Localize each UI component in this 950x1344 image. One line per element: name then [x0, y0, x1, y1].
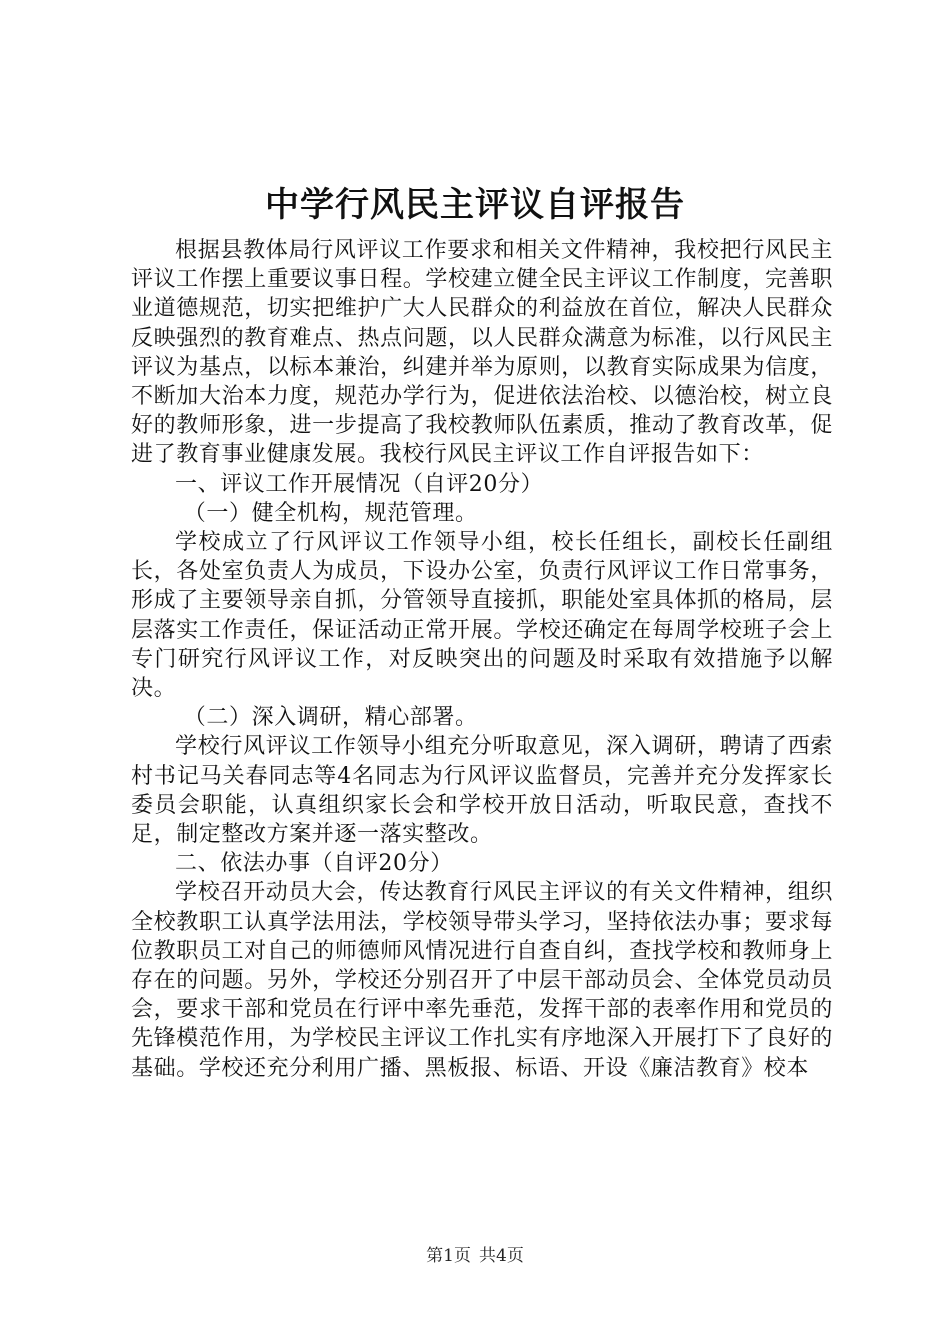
page-number: 第1页 [426, 1246, 471, 1266]
subsection-heading-2: （二）深入调研，精心部署。 [183, 705, 478, 731]
body-paragraph-2: 学校行风评议工作领导小组充分听取意见，深入调研，聘请了西索村书记马关春同志等4名同志为行风评议监督员，完善并充分发挥家长委员会职能，认真组织家长会和学校开放日活动，听取民意，查找不足，制定整改方案并逐一落实整改。 [131, 734, 833, 848]
page-total: 共4页 [479, 1246, 524, 1266]
section-heading-2: 二、依法办事（自评20分） [175, 851, 453, 877]
page-footer [0, 1244, 950, 1268]
document-title: 中学行风民主评议自评报告 [265, 185, 685, 225]
document-body [131, 236, 833, 1083]
intro-paragraph: 根据县教体局行风评议工作要求和相关文件精神，我校把行风民主评议工作摆上重要议事日程。学校建立健全民主评议工作制度，完善职业道德规范，切实把维护广大人民群众的利益放在首位，解决人民群众反映强烈的教育难点、热点问题，以人民群众满意为标准，以行风民主评议为基点，以标本兼治，纠建并举为原则，以教育实际成果为信度，不断加大治本力度，规范办学行为，促进依法治校、以德治校，树立良好的教师形象，进一步提高了我校教师队伍素质，推动了教育改革，促进了教育事业健康发展。我校行风民主评议工作自评报告如下： [131, 238, 833, 468]
section-heading-1: 一、评议工作开展情况（自评20分） [175, 471, 544, 497]
subsection-heading-1: （一）健全机构，规范管理。 [183, 500, 478, 526]
body-paragraph-1: 学校成立了行风评议工作领导小组，校长任组长，副校长任副组长，各处室负责人为成员，下设办公室，负责行风评议工作日常事务，形成了主要领导亲自抓，分管领导直接抓，职能处室具体抓的格局，层层落实工作责任，保证活动正常开展。学校还确定在每周学校班子会上专门研究行风评议工作，对反映突出的问题及时采取有效措施予以解决。 [131, 530, 833, 702]
body-paragraph-3: 学校召开动员大会，传达教育行风民主评议的有关文件精神，组织全校教职工认真学法用法，学校领导带头学习，坚持依法办事；要求每位教职员工对自己的师德师风情况进行自查自纠，查找学校和教师身上存在的问题。另外，学校还分别召开了中层干部动员会、全体党员动员会，要求干部和党员在行评中率先垂范，发挥干部的表率作用和党员的先锋模范作用，为学校民主评议工作扎实有序地深入开展打下了良好的基础。学校还充分利用广播、黑板报、标语、开设《廉洁教育》校本 [131, 880, 833, 1081]
